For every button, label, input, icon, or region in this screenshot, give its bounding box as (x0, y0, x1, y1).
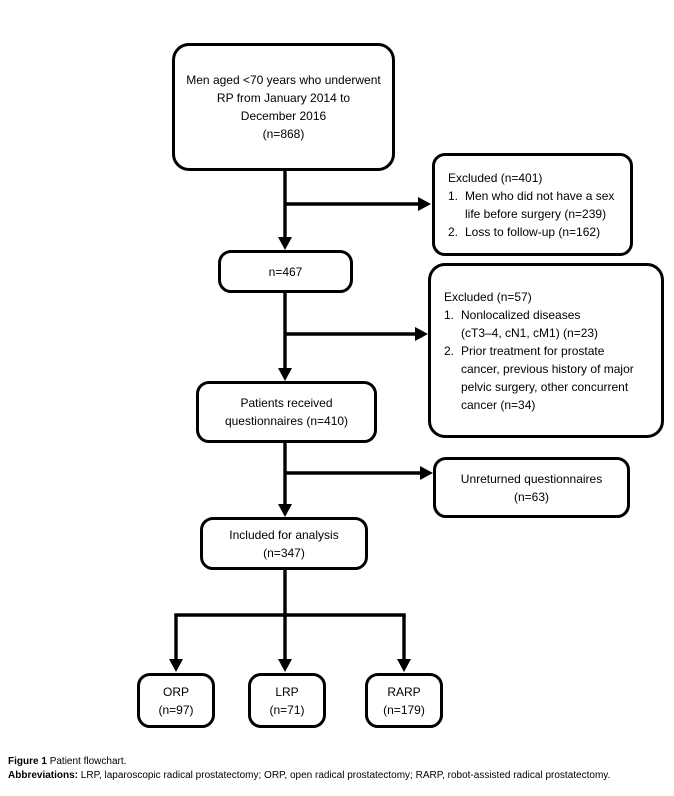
caption-title-line (8, 755, 670, 769)
text-line: questionnaires (n=410) (224, 414, 349, 428)
item-text (465, 187, 614, 223)
text-line: life before surgery (n=239) (465, 206, 607, 221)
flow-box-questionnaires (196, 381, 377, 443)
flow-box-included (200, 517, 368, 570)
text-line: Loss to follow-up (n=162) (465, 224, 601, 239)
text-line: RP from January 2014 to (216, 91, 351, 105)
flow-box-rarp (365, 673, 443, 728)
flow-box-initial-cohort (172, 43, 395, 171)
figure-caption (8, 755, 670, 782)
arrowhead-to-included (278, 504, 292, 517)
arrowhead-to-n467 (278, 237, 292, 250)
text-line: (n=71) (269, 702, 305, 717)
flow-box-orp (137, 673, 215, 728)
arrowhead-to-unreturned (420, 466, 433, 480)
excluded-title: Excluded (n=57) (444, 289, 532, 304)
text-line: (n=97) (158, 702, 194, 717)
item-marker: 1. (448, 188, 459, 203)
figure-label: Figure 1 (8, 756, 47, 767)
item-text (465, 223, 600, 241)
arrowhead-to-questionnaires (278, 368, 292, 381)
text-line: Prior treatment for prostate (461, 343, 605, 358)
excluded-item (448, 223, 628, 241)
text-line: (n=347) (263, 545, 305, 560)
arrowhead-to-excluded-401 (418, 197, 431, 211)
text-line: RARP (387, 684, 421, 699)
text-line: cancer, previous history of major (461, 361, 634, 376)
text-line: Men who did not have a sex (465, 188, 615, 203)
excluded-item (448, 187, 628, 223)
item-text (461, 306, 598, 342)
excluded-title: Excluded (n=401) (448, 170, 543, 185)
excluded-item (444, 306, 659, 342)
flow-box-lrp (248, 673, 326, 728)
text-line: Included for analysis (229, 527, 339, 542)
flow-box-unreturned (433, 457, 630, 518)
caption-abbreviations-line (8, 769, 670, 783)
item-text (461, 342, 634, 414)
text-line: cancer (n=34) (461, 397, 536, 412)
text-line: (n=179) (383, 702, 425, 717)
abbreviations-text: LRP, laparoscopic radical prostatectomy; ORP, open radical prostatectomy; RARP, robot-assisted radical prostatectomy. (80, 769, 611, 781)
flow-box-excluded-57 (428, 263, 664, 438)
arrowhead-to-orp (169, 659, 183, 672)
text-line: ORP (162, 684, 189, 699)
text-line: pelvic surgery, other concurrent (461, 379, 629, 394)
item-marker: 2. (444, 343, 455, 358)
flow-box-n467 (218, 250, 353, 293)
arrowhead-to-rarp (397, 659, 411, 672)
figure-caption-text: Patient flowchart. (49, 756, 127, 767)
arrowhead-to-excluded-57 (415, 327, 428, 341)
text-line: n=467 (268, 264, 303, 279)
item-marker: 2. (448, 224, 459, 239)
text-line: Nonlocalized diseases (461, 307, 581, 322)
abbreviations-label: Abbreviations: (8, 769, 79, 781)
text-line: Patients received (240, 396, 333, 410)
text-line: (cT3–4, cN1, cM1) (n=23) (461, 325, 599, 340)
item-marker: 1. (444, 307, 455, 322)
text-line: (n=63) (513, 489, 550, 504)
flow-box-excluded-401 (432, 153, 633, 256)
text-line: December 2016 (240, 109, 327, 123)
excluded-item (444, 342, 659, 414)
text-line: Men aged <70 years who underwent (186, 73, 381, 87)
text-line: (n=868) (262, 127, 305, 141)
text-line: LRP (275, 684, 299, 699)
arrowhead-to-lrp (278, 659, 292, 672)
text-line: Unreturned questionnaires (460, 471, 603, 486)
